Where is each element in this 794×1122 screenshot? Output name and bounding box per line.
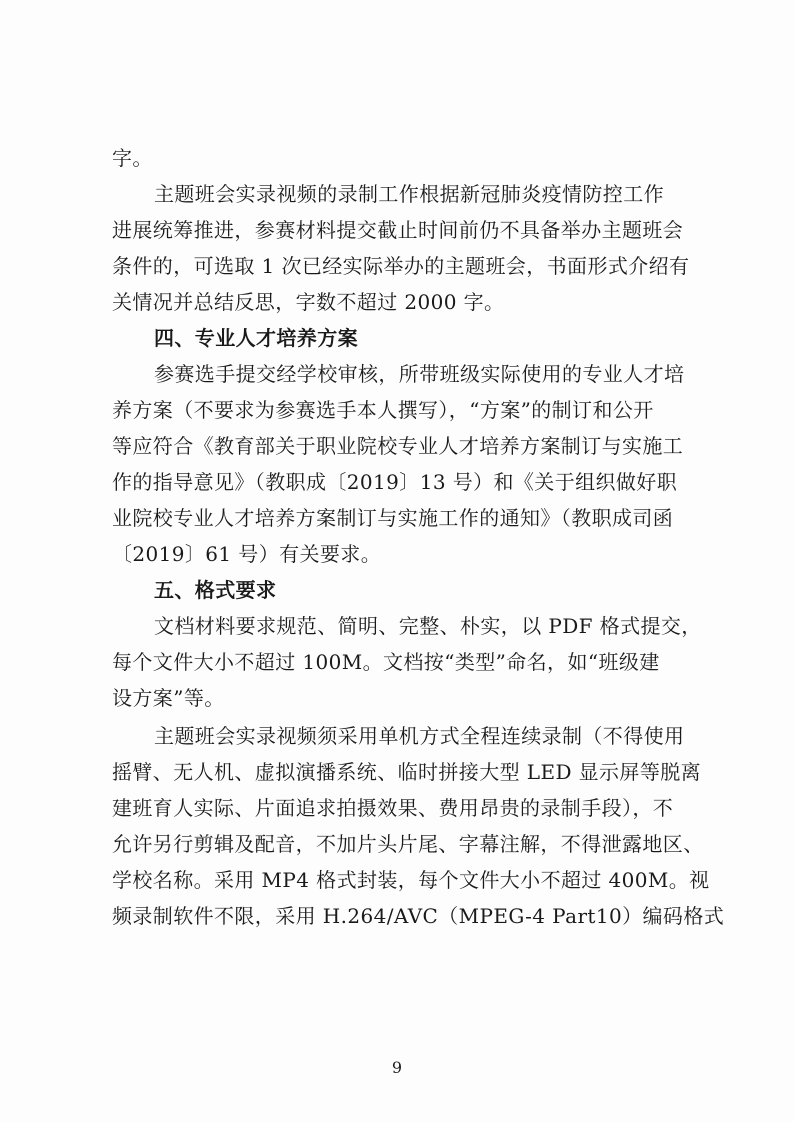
paragraph-training-plan-line: 业院校专业人才培养方案制订与实施工作的通知》（教职成司函 <box>112 506 674 530</box>
paragraph-video-recording-line: 主题班会实录视频的录制工作根据新冠肺炎疫情防控工作 <box>154 182 664 206</box>
page-number: 9 <box>391 1058 403 1077</box>
paragraph-video-recording-line: 关情况并总结反思，字数不超过 2000 字。 <box>112 290 505 314</box>
page-body <box>112 140 725 934</box>
paragraph-training-plan-line: 等应符合《教育部关于职业院校专业人才培养方案制订与实施工 <box>112 434 684 458</box>
section-heading-training-plan: 四、专业人才培养方案 <box>154 326 358 350</box>
paragraph-video-format-line: 摇臂、无人机、虚拟演播系统、临时拼接大型 LED 显示屏等脱离 <box>112 760 702 784</box>
paragraph-document-format-line: 设方案”等。 <box>112 686 225 710</box>
paragraph-training-plan-line: 作的指导意见》（教职成〔2019〕13 号）和《关于组织做好职 <box>112 470 678 494</box>
section-heading-format-requirements: 五、格式要求 <box>154 578 277 602</box>
paragraph-document-format-line: 文档材料要求规范、简明、完整、朴实，以 PDF 格式提交， <box>154 614 702 638</box>
paragraph-training-plan-line: 养方案（不要求为参赛选手本人撰写），“方案”的制订和公开 <box>112 398 654 422</box>
paragraph-video-format-line: 主题班会实录视频须采用单机方式全程连续录制（不得使用 <box>154 724 685 748</box>
paragraph-document-format-line: 每个文件大小不超过 100M。文档按“类型”命名，如“班级建 <box>112 650 660 674</box>
text-line: 字。 <box>112 146 153 170</box>
paragraph-video-format-line: 允许另行剪辑及配音，不加片头片尾、字幕注解，不得泄露地区、 <box>112 832 704 856</box>
paragraph-video-format-line: 学校名称。采用 MP4 格式封装，每个文件大小不超过 400M。视 <box>112 868 710 892</box>
paragraph-video-recording-line: 条件的，可选取 1 次已经实际举办的主题班会，书面形式介绍有 <box>112 254 690 278</box>
paragraph-video-format-line: 频录制软件不限，采用 H.264/AVC（MPEG-4 Part10）编码格式 <box>112 904 725 928</box>
paragraph-video-recording-line: 进展统筹推进，参赛材料提交截止时间前仍不具备举办主题班会 <box>112 218 684 242</box>
paragraph-training-plan-line: 参赛选手提交经学校审核，所带班级实际使用的专业人才培 <box>154 362 685 386</box>
paragraph-training-plan-line: 〔2019〕61 号）有关要求。 <box>112 542 382 566</box>
paragraph-video-format-line: 建班育人实际、片面追求拍摄效果、费用昂贵的录制手段），不 <box>112 796 674 820</box>
